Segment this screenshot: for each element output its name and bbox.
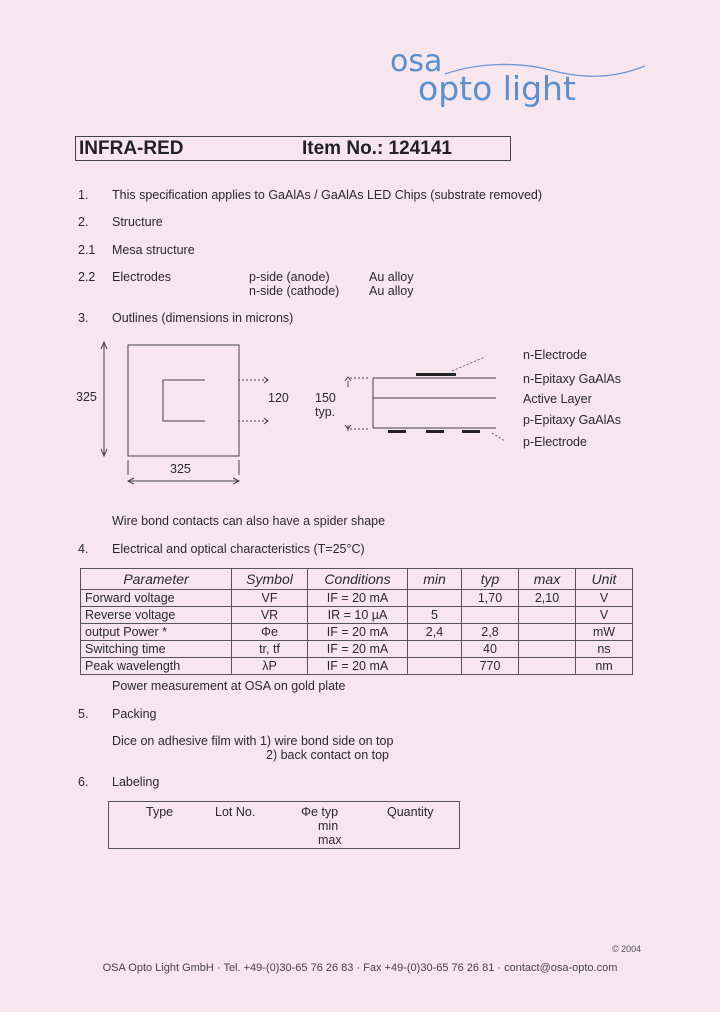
col-header-max: max bbox=[519, 569, 576, 590]
section-num-2-2: 2.2 bbox=[78, 270, 96, 284]
cell-symbol: Φe bbox=[232, 624, 308, 641]
cell-min bbox=[408, 641, 462, 658]
dim-inner: 120 bbox=[268, 391, 289, 405]
dim-height: 325 bbox=[76, 390, 97, 404]
cell-symbol: tr, tf bbox=[232, 641, 308, 658]
table-row bbox=[81, 607, 633, 624]
electrode-p-material: Au alloy bbox=[369, 270, 414, 284]
section-text-2-2: Electrodes bbox=[112, 270, 172, 284]
electrode-p-side: p-side (anode) bbox=[249, 270, 330, 284]
layer-label-p-electrode: p-Electrode bbox=[523, 435, 587, 449]
col-header-parameter: Parameter bbox=[81, 569, 232, 590]
item-number: Item No.: 124141 bbox=[302, 138, 452, 159]
layer-label-n-epitaxy: n-Epitaxy GaAlAs bbox=[523, 372, 621, 386]
cell-parameter: Reverse voltage bbox=[81, 607, 232, 624]
cell-unit: nm bbox=[576, 658, 633, 675]
section-text-2: Structure bbox=[112, 215, 163, 229]
table-note: Power measurement at OSA on gold plate bbox=[112, 679, 346, 693]
label-phi-typ: Φe typ bbox=[301, 805, 339, 819]
cell-min bbox=[408, 590, 462, 607]
col-header-unit: Unit bbox=[576, 569, 633, 590]
cell-parameter: Peak wavelength bbox=[81, 658, 232, 675]
cell-max bbox=[519, 641, 576, 658]
cell-typ: 40 bbox=[462, 641, 519, 658]
layer-label-n-electrode: n-Electrode bbox=[523, 348, 587, 362]
section-text-2-1: Mesa structure bbox=[112, 243, 195, 257]
copyright: © 2004 bbox=[612, 944, 642, 954]
section-num-2: 2. bbox=[78, 215, 89, 229]
outline-note: Wire bond contacts can also have a spider shape bbox=[112, 514, 386, 528]
col-header-conditions: Conditions bbox=[308, 569, 408, 590]
section-num-5: 5. bbox=[78, 707, 89, 721]
cell-conditions: IF = 20 mA bbox=[308, 658, 408, 675]
cell-min: 2,4 bbox=[408, 624, 462, 641]
cell-max bbox=[519, 624, 576, 641]
cell-parameter: output Power * bbox=[81, 624, 232, 641]
cell-unit: V bbox=[576, 590, 633, 607]
electrode-n-material: Au alloy bbox=[369, 284, 414, 298]
dim-thickness: 150 bbox=[315, 391, 336, 405]
table-row bbox=[81, 590, 633, 607]
cell-unit: ns bbox=[576, 641, 633, 658]
dim-thickness-note: typ. bbox=[315, 405, 336, 419]
packing-line-2: 2) back contact on top bbox=[266, 748, 389, 762]
section-num-1: 1. bbox=[78, 188, 89, 202]
logo-text-osa: osa bbox=[390, 44, 443, 79]
cell-conditions: IR = 10 µA bbox=[308, 607, 408, 624]
section-text-4: Electrical and optical characteristics (T=25°C) bbox=[112, 542, 365, 556]
footer-contact: OSA Opto Light GmbH · Tel. +49-(0)30-65 76 26 83 · Fax +49-(0)30-65 76 26 81 · contact@osa-opto.com bbox=[102, 962, 618, 974]
cell-conditions: IF = 20 mA bbox=[308, 590, 408, 607]
electrode-n-side: n-side (cathode) bbox=[249, 284, 340, 298]
section-num-6: 6. bbox=[78, 775, 89, 789]
cell-conditions: IF = 20 mA bbox=[308, 641, 408, 658]
chip-cross-section-drawing bbox=[340, 345, 530, 455]
label-lot: Lot No. bbox=[215, 805, 256, 819]
packing-line-1: Dice on adhesive film with 1) wire bond side on top bbox=[112, 734, 394, 748]
cell-max bbox=[519, 658, 576, 675]
cell-symbol: VR bbox=[232, 607, 308, 624]
section-text-3: Outlines (dimensions in microns) bbox=[112, 311, 294, 325]
cell-typ bbox=[462, 607, 519, 624]
characteristics-table bbox=[80, 568, 633, 675]
product-category: INFRA-RED bbox=[79, 138, 184, 159]
label-type: Type bbox=[146, 805, 174, 819]
cell-unit: mW bbox=[576, 624, 633, 641]
section-num-3: 3. bbox=[78, 311, 89, 325]
layer-label-active: Active Layer bbox=[523, 392, 592, 406]
label-min: min bbox=[318, 819, 339, 833]
cell-typ: 2,8 bbox=[462, 624, 519, 641]
logo-text-optolight: opto light bbox=[418, 69, 576, 108]
title-box bbox=[75, 136, 511, 161]
cell-conditions: IF = 20 mA bbox=[308, 624, 408, 641]
cell-typ: 1,70 bbox=[462, 590, 519, 607]
cell-max bbox=[519, 607, 576, 624]
cell-typ: 770 bbox=[462, 658, 519, 675]
table-header-row bbox=[81, 569, 633, 590]
col-header-typ: typ bbox=[462, 569, 519, 590]
section-text-6: Labeling bbox=[112, 775, 160, 789]
col-header-min: min bbox=[408, 569, 462, 590]
cell-max: 2,10 bbox=[519, 590, 576, 607]
dim-width: 325 bbox=[170, 462, 191, 476]
label-max: max bbox=[318, 833, 342, 847]
col-header-symbol: Symbol bbox=[232, 569, 308, 590]
section-text-5: Packing bbox=[112, 707, 157, 721]
section-num-4: 4. bbox=[78, 542, 89, 556]
cell-symbol: VF bbox=[232, 590, 308, 607]
table-row bbox=[81, 658, 633, 675]
section-text-1: This specification applies to GaAlAs / GaAlAs LED Chips (substrate removed) bbox=[112, 188, 543, 202]
labeling-box bbox=[108, 801, 460, 849]
layer-label-p-epitaxy: p-Epitaxy GaAlAs bbox=[523, 413, 621, 427]
cell-parameter: Forward voltage bbox=[81, 590, 232, 607]
cell-parameter: Switching time bbox=[81, 641, 232, 658]
label-quantity: Quantity bbox=[387, 805, 434, 819]
table-row bbox=[81, 641, 633, 658]
cell-unit: V bbox=[576, 607, 633, 624]
cell-min bbox=[408, 658, 462, 675]
table-row bbox=[81, 624, 633, 641]
cell-min: 5 bbox=[408, 607, 462, 624]
cell-symbol: λP bbox=[232, 658, 308, 675]
section-num-2-1: 2.1 bbox=[78, 243, 96, 257]
